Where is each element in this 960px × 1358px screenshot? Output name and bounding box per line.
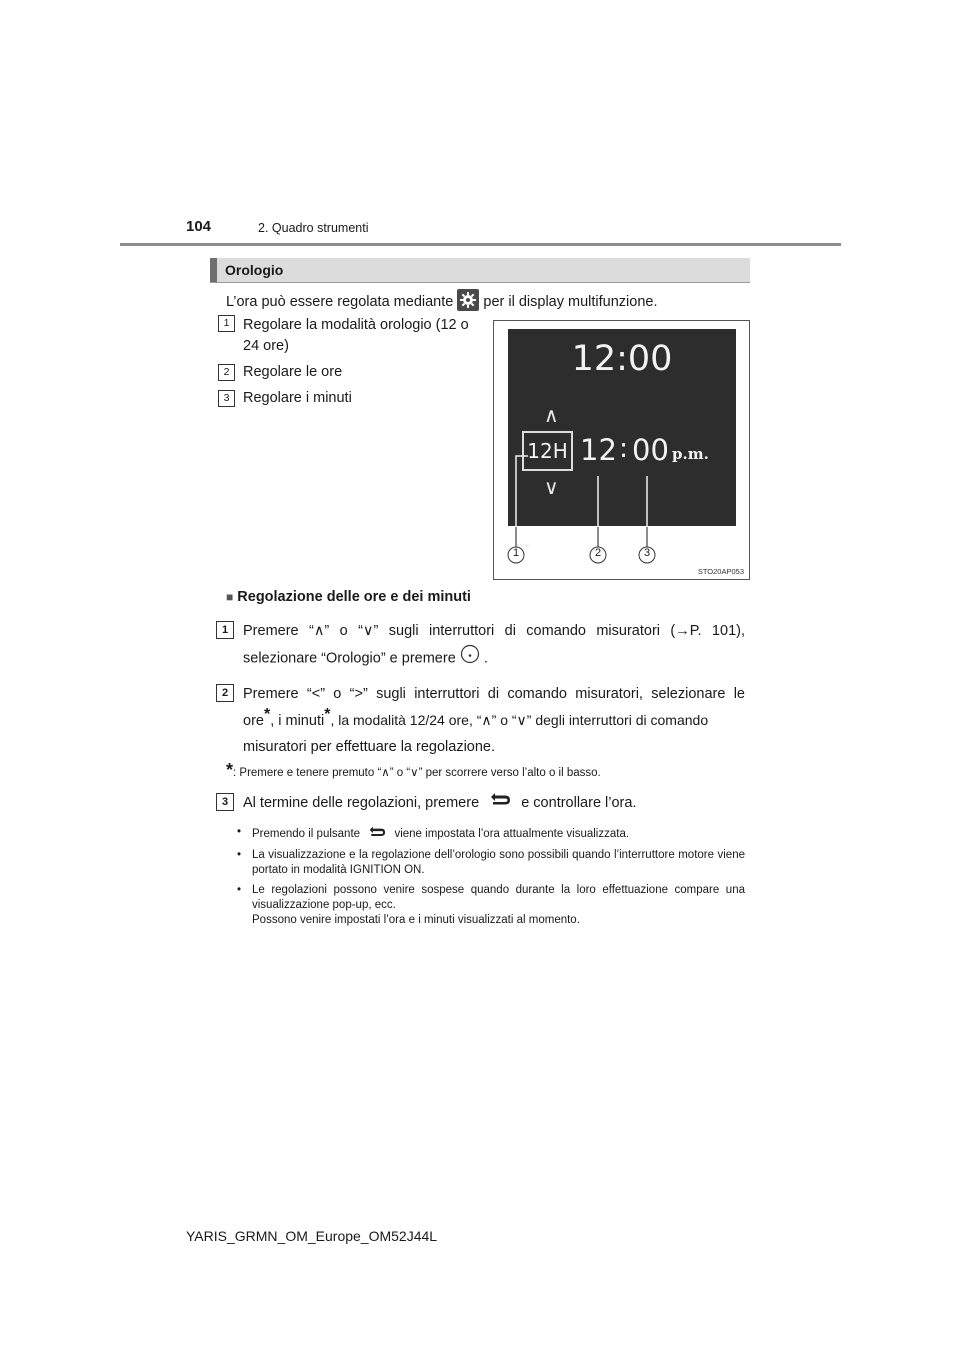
step-number-1: 1: [216, 621, 234, 639]
subheading-text: Regolazione delle ore e dei minuti: [237, 589, 471, 605]
step-number-3: 3: [216, 793, 234, 811]
step3-after: e controllare l’ora.: [521, 795, 637, 811]
step2-rest: , la modalità 12/24 ore, “∧” o “∨” degli interruttori di comando: [330, 712, 709, 728]
back-arrow-icon: [366, 825, 388, 843]
step2-minuti: , i minuti: [270, 713, 325, 729]
step1-line2b: .: [483, 650, 488, 667]
step-text-1: [243, 618, 745, 673]
clock-colon: :: [619, 433, 629, 464]
callout-text-2: Regolare le ore: [243, 364, 343, 380]
subheading: [226, 589, 471, 605]
step-text-2: [243, 681, 745, 760]
section-title: Orologio: [225, 262, 284, 278]
down-arrow-icon: ∨: [544, 477, 559, 499]
clock-top: 12:00: [571, 339, 673, 379]
step2-star-1: *: [263, 706, 271, 724]
clock-figure: [493, 320, 750, 580]
step1-line2a: selezionare “Orologio” e premere: [243, 650, 456, 667]
step1-line2: [243, 644, 745, 673]
callout-number-1: 1: [218, 315, 235, 332]
footnote-text: : Premere e tenere premuto “∧” o “∨” per scorrere verso l’alto o il basso.: [233, 767, 601, 779]
minutes-value: 00: [632, 433, 669, 467]
step2-line3: misuratori per effettuare la regolazione.: [243, 739, 496, 755]
note-item-1: [237, 825, 745, 843]
callout-number-3: 3: [218, 390, 235, 407]
note3-text-b: Possono venire impostati l’ora e i minuti visualizzati al momento.: [252, 914, 580, 926]
note-item-2: [237, 848, 745, 878]
document-code: YARIS_GRMN_OM_Europe_OM52J44L: [186, 1228, 438, 1244]
back-arrow-icon: [487, 790, 513, 816]
step-text-3: [243, 790, 745, 816]
up-arrow-icon: ∧: [544, 405, 559, 427]
ampm-indicator: p.m.: [672, 445, 709, 463]
hour-value: 12: [580, 433, 617, 467]
figure-code: STO20AP053: [697, 567, 744, 576]
note1-before: Premendo il pulsante: [252, 828, 361, 841]
intro-after: per il display multifunzione.: [483, 293, 658, 310]
callout-number-2: 2: [218, 364, 235, 381]
header-divider: [120, 243, 841, 246]
footnote: [226, 760, 601, 781]
bullet-dot: •: [237, 826, 242, 838]
intro-before: L’ora può essere regolata mediante: [226, 293, 454, 310]
callout-text-3: Regolare i minuti: [243, 390, 352, 406]
bullet-dot: •: [237, 849, 242, 861]
figure-label-1: 1: [512, 547, 520, 559]
chapter-title: 2. Quadro strumenti: [258, 221, 369, 235]
intro-text: [226, 289, 657, 315]
bullet-dot: •: [237, 884, 242, 896]
footnote-star: *: [226, 760, 234, 780]
section-accent: [210, 258, 217, 282]
note2-text: La visualizzazione e la regolazione dell’orologio sono possibili quando l’interruttore motore viene portato in modalità IGNITION ON.: [252, 849, 745, 876]
enter-button-icon: [460, 644, 480, 673]
figure-label-3: 3: [643, 547, 651, 559]
step3-before: Al termine delle regolazioni, premere: [243, 795, 480, 811]
step1-line1: Premere “∧” o “∨” sugli interruttori di comando misuratori (→P. 101),: [243, 623, 745, 639]
page-number: 104: [186, 218, 212, 235]
figure-label-2: 2: [594, 547, 602, 559]
section-heading: [210, 258, 750, 282]
note1-after: viene impostata l’ora attualmente visualizzata.: [394, 828, 630, 841]
mode-12h-box: 12H: [522, 431, 573, 471]
gear-icon: [457, 289, 479, 315]
subheading-marker: ■: [226, 590, 234, 604]
step-number-2: 2: [216, 684, 234, 702]
callout-text-1: Regolare la modalità orologio (12 o 24 ore): [243, 317, 469, 354]
leader-lines: [494, 321, 751, 581]
notes-list: [237, 825, 745, 933]
step2-star-2: *: [324, 706, 331, 724]
step2-line2: [243, 707, 745, 734]
note3-text-a: Le regolazioni possono venire sospese quando durante la loro effettuazione compare una visualizzazione pop-up, ecc.: [252, 884, 745, 911]
section-underline: [210, 282, 750, 283]
step2-line1: Premere “<” o “>” sugli interruttori di comando misuratori, selezionare le: [243, 686, 745, 702]
note-item-3: [237, 883, 745, 928]
step2-ore: ore: [243, 713, 264, 729]
